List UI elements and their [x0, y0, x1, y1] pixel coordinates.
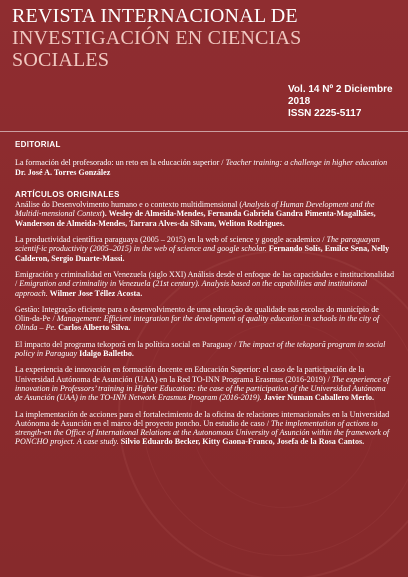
table-of-contents: [15, 140, 395, 454]
entry-title: La formación del profesorado: un reto en la educación superior /: [15, 158, 226, 168]
editorial-heading: EDITORIAL: [15, 140, 61, 149]
entry-translation: The experience of innovation in Professors’ training in Higher Education: the case of the participation of the Universidad Autónoma de Asunción (UAA) in the TO-INN Network Erasmus Program (2016-2019).: [15, 374, 390, 403]
entry-authors: Dr. José A. Torres González: [15, 167, 111, 177]
entry-translation: Teacher training: a challenge in higher education: [225, 158, 388, 168]
entry-title: El impacto del programa tekoporã en la política social en Paraguay /: [15, 339, 239, 349]
entry-title: Gestão: Integração eficiente para o desenvolvimento de uma educação de qualidade nas escolas do município de Olin-da-Pe /: [15, 304, 379, 324]
article-entry: [15, 340, 395, 359]
entry-title: La experiencia de innovación en formación docente en Educación Superior: el caso de la participación de la Universidad Autónoma de Asunción (UAA) en la Red TO-INN Programa Erasmus (2016-2019) /: [15, 365, 365, 384]
issue-info: [288, 84, 408, 120]
entry-authors: Javier Numan Caballero Merlo.: [261, 393, 375, 403]
header-divider: [0, 131, 408, 132]
entry-authors: Idalgo Balletbo.: [77, 349, 134, 359]
journal-title-line1: REVISTA INTERNACIONAL DE: [12, 5, 298, 27]
article-entry: [15, 235, 395, 263]
volume-number: Vol. 14 Nº 2 Diciembre 2018: [288, 84, 393, 107]
entry-title: Análise do Desenvolvimento humano e o contexto multidimensional (: [15, 200, 243, 210]
entry-authors: ). Wesley de Almeida-Mendes, Fernanda Gabriela Gandra Pimenta-Magalhães, Wanderson de Almeida-Mendes, Tarrara Alves-da Silvam, Weliton Rodrigues.: [15, 209, 376, 228]
article-entry: [15, 410, 395, 447]
issn: ISSN 2225-5117: [288, 108, 362, 119]
entry-title: Emigración y criminalidad en Venezuela (siglo XXI) Análisis desde el enfoque de las capacidades e institucionalidad /: [15, 269, 395, 289]
article-entry: [15, 365, 395, 402]
entry-authors: Wilmer Jose Téllez Acosta.: [47, 288, 143, 298]
article-entry: [15, 305, 395, 333]
entry-translation: Management: Efficient integration for the development of quality education in schools in the city of Olinda – Pe.: [15, 314, 380, 333]
entry-authors: Carlos Alberto Silva.: [56, 323, 131, 333]
entry-authors: Fernando Solís, Emilce Sena, Nelly Calderon, Sergio Duarte-Massi.: [15, 244, 390, 263]
entry-translation: The impact of the tekoporã program in social policy in Paraguay: [15, 339, 386, 359]
articles-heading: ARTÍCULOS ORIGINALES: [15, 189, 120, 199]
article-entry: [15, 270, 395, 298]
journal-title-line3: SOCIALES: [12, 49, 110, 71]
entry-title: La implementación de acciones para el fortalecimiento de la oficina de relaciones internacionales en la Universidad Autónoma de Asunción en el marco del proyecto poncho. Un estudio de caso /: [15, 409, 390, 428]
entry-authors: Silvio Eduardo Becker, Kitty Gaona-Franco, Josefa de la Rosa Cantos.: [118, 437, 365, 447]
entry-translation: The paraguayan scientif-ic productivity (2005–2015) in the web of science and google scholar.: [15, 235, 380, 254]
journal-title-line2: INVESTIGACIÓN EN CIENCIAS: [12, 27, 302, 49]
entry-title: La productividad científica paraguaya (2005 – 2015) en la web of science y google academico /: [15, 235, 327, 245]
editorial-entry: [15, 158, 395, 177]
journal-title: [12, 5, 402, 71]
entry-translation: Analysis of Human Development and the Multidi-mensional Context: [15, 200, 375, 219]
article-entry: [15, 200, 395, 228]
entry-translation: Emigration and criminality in Venezuela (21st century). Analysis based on the capabilities and institutional approach.: [15, 279, 368, 298]
entry-translation: The implementation of actions to strength-en the Office of International Relations at the Autonomous University of Asunción within the framework of PONCHO project. A case study.: [15, 418, 390, 447]
